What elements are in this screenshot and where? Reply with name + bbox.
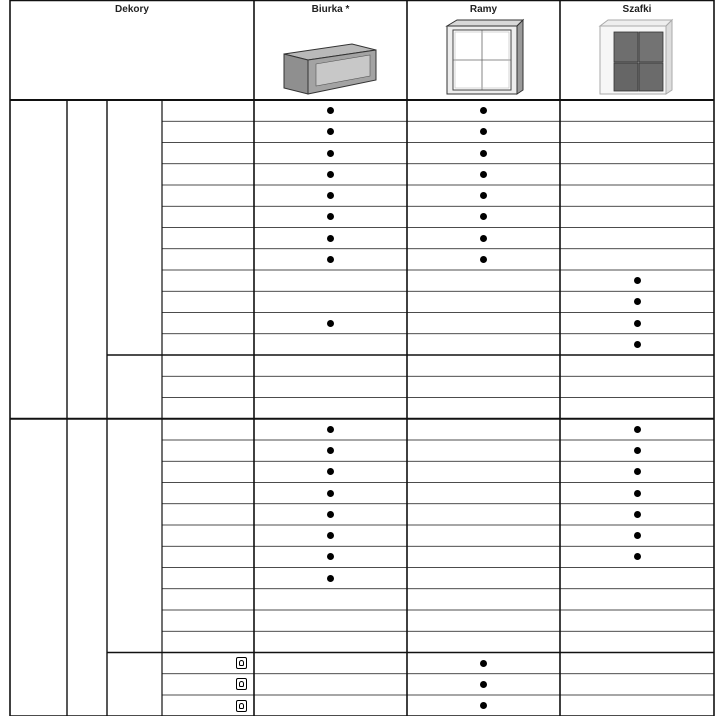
header-ramy: Ramy <box>469 4 498 15</box>
header-biurka: Biurka * <box>311 4 350 15</box>
header-szafki: Szafki <box>622 4 652 15</box>
header-dekory: Dekory <box>115 4 149 15</box>
